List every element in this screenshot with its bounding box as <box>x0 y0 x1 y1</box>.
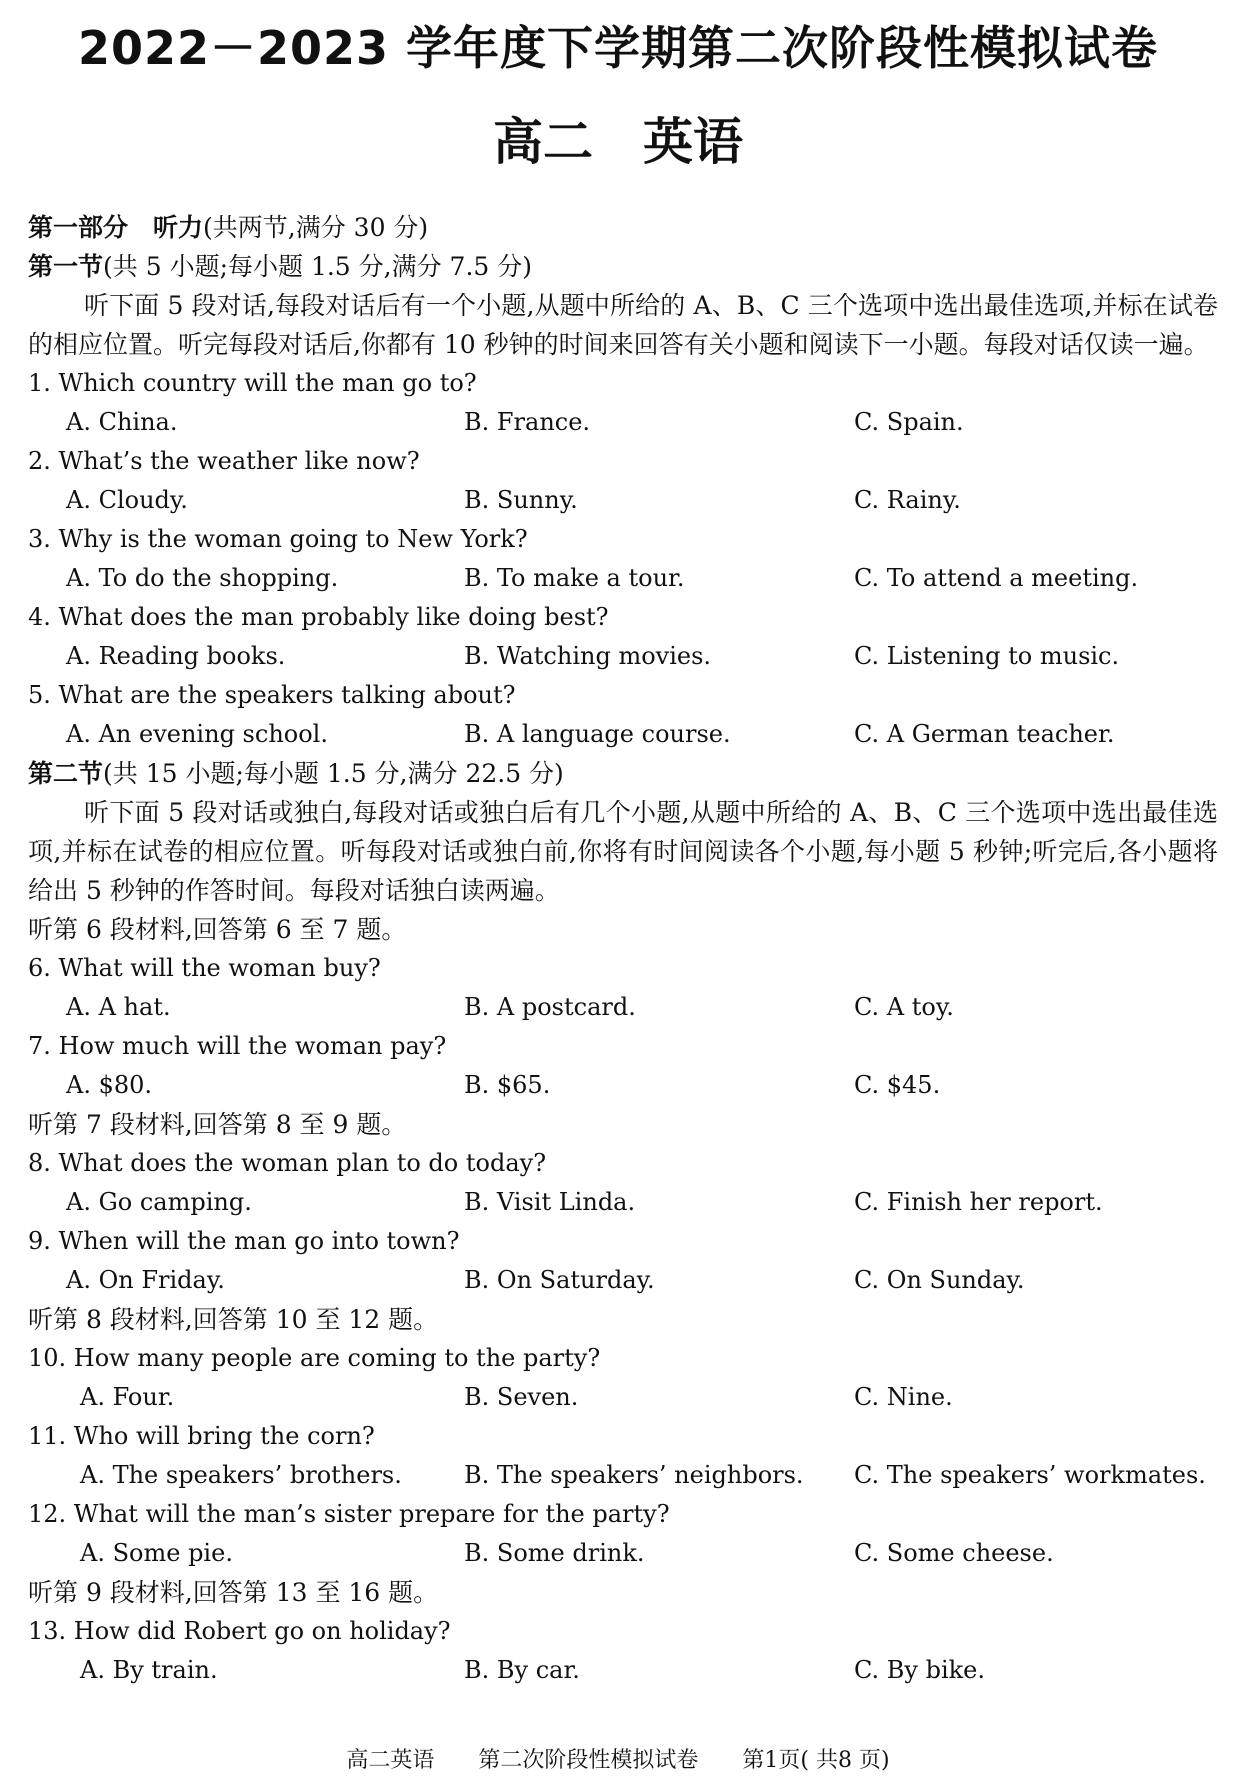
options-12 <box>28 1534 1218 1573</box>
question-4: 4. What does the man probably like doing best? <box>28 603 609 631</box>
option-b: B. The speakers’ neighbors. <box>464 1461 804 1489</box>
option-b: B. Visit Linda. <box>464 1188 636 1216</box>
options-10 <box>28 1378 1218 1417</box>
option-b: B. A postcard. <box>464 993 636 1021</box>
option-a: A. A hat. <box>66 993 171 1021</box>
options-6 <box>28 988 1218 1027</box>
material-6-heading: 听第 6 段材料,回答第 6 至 7 题。 <box>28 915 407 944</box>
section2-note: (共 15 小题;每小题 1.5 分,满分 22.5 分) <box>103 759 564 788</box>
option-a: A. Reading books. <box>66 642 286 670</box>
option-c: C. To attend a meeting. <box>854 564 1139 592</box>
option-b: B. France. <box>464 408 591 436</box>
question-5: 5. What are the speakers talking about? <box>28 681 516 709</box>
option-b: B. To make a tour. <box>464 564 685 592</box>
question-3: 3. Why is the woman going to New York? <box>28 525 528 553</box>
option-c: C. The speakers’ workmates. <box>854 1461 1206 1489</box>
exam-title: 2022－2023 学年度下学期第二次阶段性模拟试卷 <box>77 21 1159 75</box>
option-a: A. On Friday. <box>66 1266 225 1294</box>
section2-instructions: 听下面 5 段对话或独白,每段对话或独白后有几个小题,从题中所给的 A、B、C 三个选项中选出最佳选项,并标在试卷的相应位置。听每段对话或独白前,你将有时间阅读各个小题,每小题 5 秒钟;听完后,各小题将给出 5 秒钟的作答时间。每段对话独白读两遍。 <box>28 798 1218 905</box>
option-a: A. $80. <box>66 1071 153 1099</box>
option-a: A. Go camping. <box>66 1188 252 1216</box>
section2-title: 第二节 <box>28 759 104 788</box>
options-1 <box>28 403 1218 442</box>
option-c: C. Rainy. <box>854 486 961 514</box>
material-7-heading: 听第 7 段材料,回答第 8 至 9 题。 <box>28 1110 407 1139</box>
option-a: A. To do the shopping. <box>66 564 339 592</box>
option-c: C. $45. <box>854 1071 941 1099</box>
option-a: A. Cloudy. <box>66 486 188 514</box>
material-8-heading: 听第 8 段材料,回答第 10 至 12 题。 <box>28 1305 439 1334</box>
option-a: A. An evening school. <box>66 720 328 748</box>
option-c: C. Finish her report. <box>854 1188 1103 1216</box>
section1-note: (共 5 小题;每小题 1.5 分,满分 7.5 分) <box>103 252 532 281</box>
option-b: B. On Saturday. <box>464 1266 655 1294</box>
option-b: B. $65. <box>464 1071 551 1099</box>
option-b: B. A language course. <box>464 720 731 748</box>
question-1: 1. Which country will the man go to? <box>28 369 477 397</box>
options-4 <box>28 637 1218 676</box>
exam-body <box>28 208 1218 1690</box>
section1-instructions: 听下面 5 段对话,每段对话后有一个小题,从题中所给的 A、B、C 三个选项中选出最佳选项,并标在试卷的相应位置。听完每段对话后,你都有 10 秒钟的时间来回答有关小题和阅读下一小题。每段对话仅读一遍。 <box>28 291 1218 359</box>
question-9: 9. When will the man go into town? <box>28 1227 460 1255</box>
option-b: B. By car. <box>464 1656 580 1684</box>
option-c: C. Some cheese. <box>854 1539 1054 1567</box>
option-a: A. The speakers’ brothers. <box>80 1461 402 1489</box>
options-8 <box>28 1183 1218 1222</box>
option-a: A. Some pie. <box>80 1539 233 1567</box>
options-5 <box>28 715 1218 754</box>
question-10: 10. How many people are coming to the party? <box>28 1344 601 1372</box>
options-13 <box>28 1651 1218 1690</box>
options-7 <box>28 1066 1218 1105</box>
section2-heading <box>28 754 1218 793</box>
option-c: C. Spain. <box>854 408 964 436</box>
part1-title: 第一部分 听力 <box>28 213 204 242</box>
question-11: 11. Who will bring the corn? <box>28 1422 375 1450</box>
part1-heading <box>28 208 1218 247</box>
options-11 <box>28 1456 1218 1495</box>
question-12: 12. What will the man’s sister prepare for the party? <box>28 1500 670 1528</box>
exam-subject: 高二 英语 <box>493 113 743 171</box>
option-a: A. Four. <box>80 1383 175 1411</box>
options-3 <box>28 559 1218 598</box>
option-b: B. Watching movies. <box>464 642 712 670</box>
question-2: 2. What’s the weather like now? <box>28 447 420 475</box>
options-9 <box>28 1261 1218 1300</box>
option-b: B. Seven. <box>464 1383 579 1411</box>
section1-heading <box>28 247 1218 286</box>
question-7: 7. How much will the woman pay? <box>28 1032 447 1060</box>
option-c: C. Nine. <box>854 1383 953 1411</box>
material-9-heading: 听第 9 段材料,回答第 13 至 16 题。 <box>28 1578 439 1607</box>
question-13: 13. How did Robert go on holiday? <box>28 1617 451 1645</box>
option-b: B. Sunny. <box>464 486 578 514</box>
question-8: 8. What does the woman plan to do today? <box>28 1149 547 1177</box>
option-a: A. By train. <box>80 1656 218 1684</box>
option-c: C. A German teacher. <box>854 720 1115 748</box>
option-b: B. Some drink. <box>464 1539 645 1567</box>
section1-title: 第一节 <box>28 252 104 281</box>
option-c: C. On Sunday. <box>854 1266 1025 1294</box>
part1-note: (共两节,满分 30 分) <box>203 213 429 242</box>
option-a: A. China. <box>66 408 178 436</box>
options-2 <box>28 481 1218 520</box>
page-footer: 高二英语 第二次阶段性模拟试卷 第1页( 共8 页) <box>346 1748 890 1773</box>
option-c: C. Listening to music. <box>854 642 1120 670</box>
option-c: C. A toy. <box>854 993 954 1021</box>
question-6: 6. What will the woman buy? <box>28 954 381 982</box>
option-c: C. By bike. <box>854 1656 986 1684</box>
